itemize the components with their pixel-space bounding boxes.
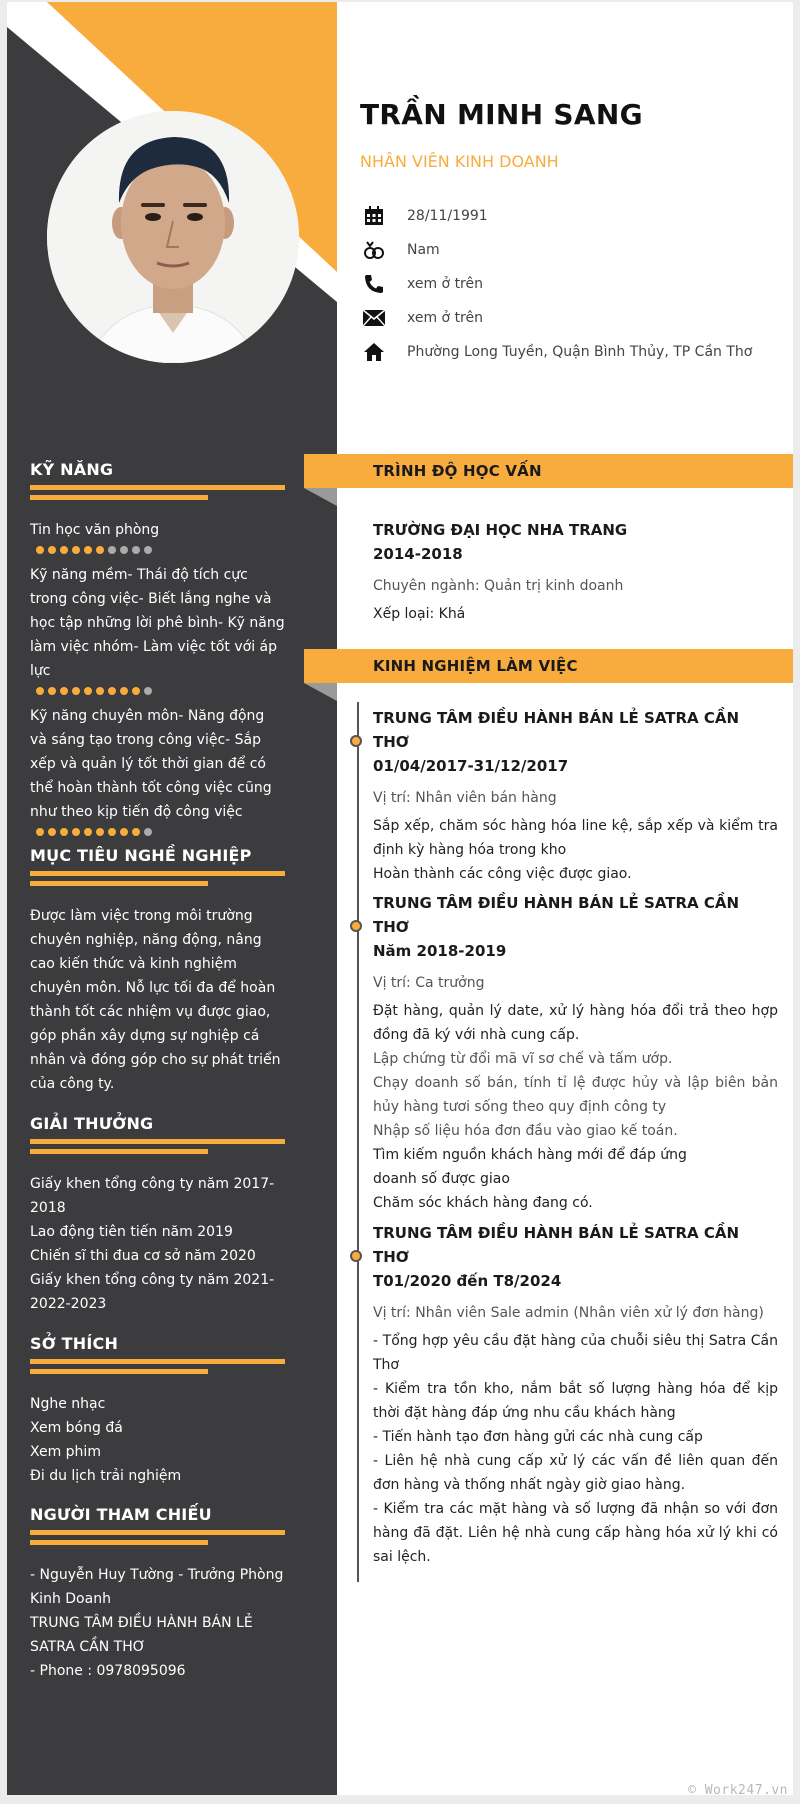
job-task: - Tiến hành tạo đơn hàng gửi các nhà cung cấp	[373, 1429, 703, 1445]
job-position: Vị trí: Nhân viên Sale admin (Nhân viên xử lý đơn hàng)	[373, 1305, 764, 1321]
rating-dot	[60, 546, 68, 554]
heading-underline	[30, 1139, 285, 1144]
experience-heading: KINH NGHIỆM LÀM VIỆC	[373, 657, 578, 675]
job-entry	[373, 891, 778, 1215]
heading-underline	[30, 485, 285, 490]
heading-underline	[30, 1530, 285, 1535]
timeline-dot	[350, 735, 362, 747]
objective-text: Được làm việc trong môi trường chuyên nghiệp, năng động, nâng cao kiến thức và kinh nghiệm chuyên môn. Nỗ lực tối đa để hoàn thành tốt các nhiệm vụ được giao, góp phần xây dựng sự nghiệp cá nhân và đóng góp cho sự phát triển của công ty.	[30, 908, 281, 1092]
rating-dot	[48, 546, 56, 554]
job-task: Tìm kiếm nguồn khách hàng mới để đáp ứng doanh số được giao	[373, 1147, 687, 1187]
rating-dot	[108, 687, 116, 695]
job-task: - Liên hệ nhà cung cấp xử lý các vấn đề liên quan đến đơn hàng và thống nhất ngày giờ giao hàng.	[373, 1453, 778, 1493]
objective-heading: MỤC TIÊU NGHỀ NGHIỆP	[30, 846, 252, 865]
rating-dot	[36, 546, 44, 554]
education-period: 2014-2018	[373, 545, 463, 563]
rating-dot	[120, 546, 128, 554]
rating-dot	[144, 828, 152, 836]
band-fold	[304, 488, 337, 506]
candidate-name: TRẦN MINH SANG	[360, 98, 643, 131]
heading-underline-short	[30, 1540, 208, 1545]
rating-dot	[48, 828, 56, 836]
rating-dot	[96, 687, 104, 695]
awards-heading: GIẢI THƯỞNG	[30, 1114, 154, 1133]
job-task: Nhập số liệu hóa đơn đầu vào giao kế toán.	[373, 1123, 678, 1139]
phone-icon	[363, 273, 385, 295]
experience-timeline	[357, 702, 359, 1582]
skills-section	[30, 460, 285, 845]
school-name: TRƯỜNG ĐẠI HỌC NHA TRANG	[373, 521, 628, 539]
rating-dot	[36, 828, 44, 836]
timeline-dot	[350, 1250, 362, 1262]
job-task: - Tổng hợp yêu cầu đặt hàng của chuỗi siêu thị Satra Cần Thơ	[373, 1333, 778, 1373]
rating-dot	[60, 687, 68, 695]
contact-phone	[363, 272, 483, 296]
rating-dot	[132, 546, 140, 554]
avatar	[47, 111, 299, 363]
email-text: xem ở trên	[407, 310, 483, 326]
calendar-icon	[363, 205, 385, 227]
heading-underline	[30, 1359, 285, 1364]
skill-name: Kỹ năng chuyên môn- Năng động và sáng tạo trong công việc- Sắp xếp và quản lý tốt thời gian để có thể hoàn thành tốt công việc cũng như theo kịp tiến độ công việc	[30, 708, 272, 820]
cv-page	[7, 2, 793, 1795]
heading-underline	[30, 871, 285, 876]
job-company: TRUNG TÂM ĐIỀU HÀNH BÁN LẺ SATRA CẦN THƠ	[373, 894, 740, 936]
job-entry	[373, 1221, 778, 1569]
rating-dot	[60, 828, 68, 836]
job-task: Chạy doanh số bán, tính tỉ lệ được hủy và lập biên bản hủy hàng tươi sống theo quy định công ty	[373, 1075, 778, 1115]
rating-dot	[48, 687, 56, 695]
gender-icon	[363, 239, 385, 261]
rating-dot	[144, 687, 152, 695]
heading-underline-short	[30, 1149, 208, 1154]
timeline-dot	[350, 920, 362, 932]
phone-text: xem ở trên	[407, 276, 483, 292]
address-text: Phường Long Tuyền, Quận Bình Thủy, TP Cần Thơ	[407, 344, 753, 360]
education-heading: TRÌNH ĐỘ HỌC VẤN	[373, 462, 542, 480]
rating-dot	[84, 828, 92, 836]
rating-dot	[144, 546, 152, 554]
rating-dot	[108, 546, 116, 554]
award-item: Giấy khen tổng công ty năm 2021-2022-2023	[30, 1272, 275, 1312]
hobby-item: Xem phim	[30, 1444, 101, 1460]
rating-dot	[96, 546, 104, 554]
references-section	[30, 1505, 285, 1683]
job-task: Hoàn thành các công việc được giao.	[373, 866, 632, 882]
reference-item: - Nguyễn Huy Tường - Trưởng Phòng Kinh Doanh	[30, 1567, 284, 1607]
heading-underline-short	[30, 495, 208, 500]
contact-email	[363, 306, 483, 330]
job-position: Vị trí: Nhân viên bán hàng	[373, 790, 557, 806]
rating-dot	[84, 546, 92, 554]
rating-dot	[36, 687, 44, 695]
job-period: 01/04/2017-31/12/2017	[373, 757, 569, 775]
award-item: Lao động tiên tiến năm 2019	[30, 1224, 233, 1240]
job-task: Lập chứng từ đổi mã vĩ sơ chế và tấm ướp.	[373, 1051, 673, 1067]
awards-section	[30, 1114, 285, 1316]
rating-dot	[72, 546, 80, 554]
contact-dob	[363, 204, 488, 228]
skill-rating	[36, 687, 285, 695]
skill-name: Tin học văn phòng	[30, 522, 160, 538]
job-position: Vị trí: Ca trưởng	[373, 975, 485, 991]
job-task: Đặt hàng, quản lý date, xử lý hàng hóa đổi trả theo hợp đồng đã ký với nhà cung cấp.	[373, 1003, 778, 1043]
job-task: - Kiểm tra tồn kho, nắm bắt số lượng hàng hóa để kịp thời đặt hàng đáp ứng nhu cầu khách hàng	[373, 1381, 778, 1421]
education-grade: Xếp loại: Khá	[373, 606, 466, 622]
email-icon	[363, 307, 385, 329]
education-block	[373, 518, 778, 626]
references-list	[30, 1563, 285, 1683]
contact-gender	[363, 238, 440, 262]
job-period: Năm 2018-2019	[373, 942, 507, 960]
job-company: TRUNG TÂM ĐIỀU HÀNH BÁN LẺ SATRA CẦN THƠ	[373, 1224, 740, 1266]
watermark: © Work247.vn	[688, 1783, 788, 1798]
contact-address	[363, 340, 753, 364]
heading-underline-short	[30, 1369, 208, 1374]
skill-name: Kỹ năng mềm- Thái độ tích cực trong công việc- Biết lắng nghe và học tập những lời phê bình- Kỹ năng làm việc nhóm- Làm việc tốt với áp lực	[30, 567, 285, 679]
heading-underline-short	[30, 881, 208, 886]
experience-band	[304, 649, 793, 683]
job-task: Chăm sóc khách hàng đang có.	[373, 1195, 593, 1211]
gender-text: Nam	[407, 242, 440, 258]
job-period: T01/2020 đến T8/2024	[373, 1272, 562, 1290]
hobby-item: Xem bóng đá	[30, 1420, 123, 1436]
rating-dot	[132, 828, 140, 836]
references-heading: NGƯỜI THAM CHIẾU	[30, 1505, 212, 1524]
hobbies-heading: SỞ THÍCH	[30, 1334, 119, 1353]
rating-dot	[120, 828, 128, 836]
skill-rating	[36, 828, 285, 836]
job-title: NHÂN VIÊN KINH DOANH	[360, 152, 559, 171]
job-task: - Kiểm tra các mặt hàng và số lượng đã nhận so với đơn hàng đã đặt. Liên hệ nhà cung cấp hàng hóa xử lý khi có sai lệch.	[373, 1501, 778, 1565]
skills-heading: KỸ NĂNG	[30, 460, 114, 479]
skill-rating	[36, 546, 285, 554]
awards-list	[30, 1172, 285, 1316]
reference-item: - Phone : 0978095096	[30, 1663, 186, 1679]
job-task: Sắp xếp, chăm sóc hàng hóa line kệ, sắp xếp và kiểm tra định kỳ hàng hóa trong kho	[373, 818, 778, 858]
rating-dot	[96, 828, 104, 836]
hobbies-list	[30, 1392, 285, 1488]
hobbies-section	[30, 1334, 285, 1488]
band-fold	[304, 683, 337, 701]
award-item: Giấy khen tổng công ty năm 2017-2018	[30, 1176, 275, 1216]
education-major: Chuyên ngành: Quản trị kinh doanh	[373, 578, 624, 594]
education-band	[304, 454, 793, 488]
rating-dot	[72, 828, 80, 836]
rating-dot	[72, 687, 80, 695]
objective-section	[30, 846, 285, 1096]
job-entry	[373, 706, 778, 886]
home-icon	[363, 341, 385, 363]
dob-text: 28/11/1991	[407, 208, 488, 224]
rating-dot	[132, 687, 140, 695]
portrait-image	[47, 111, 299, 363]
hobby-item: Đi du lịch trải nghiệm	[30, 1468, 182, 1484]
rating-dot	[84, 687, 92, 695]
rating-dot	[120, 687, 128, 695]
award-item: Chiến sĩ thi đua cơ sở năm 2020	[30, 1248, 256, 1264]
reference-item: TRUNG TÂM ĐIỀU HÀNH BÁN LẺ SATRA CẦN THƠ	[30, 1615, 253, 1655]
skills-list	[30, 518, 285, 836]
hobby-item: Nghe nhạc	[30, 1396, 106, 1412]
rating-dot	[108, 828, 116, 836]
job-company: TRUNG TÂM ĐIỀU HÀNH BÁN LẺ SATRA CẦN THƠ	[373, 709, 740, 751]
